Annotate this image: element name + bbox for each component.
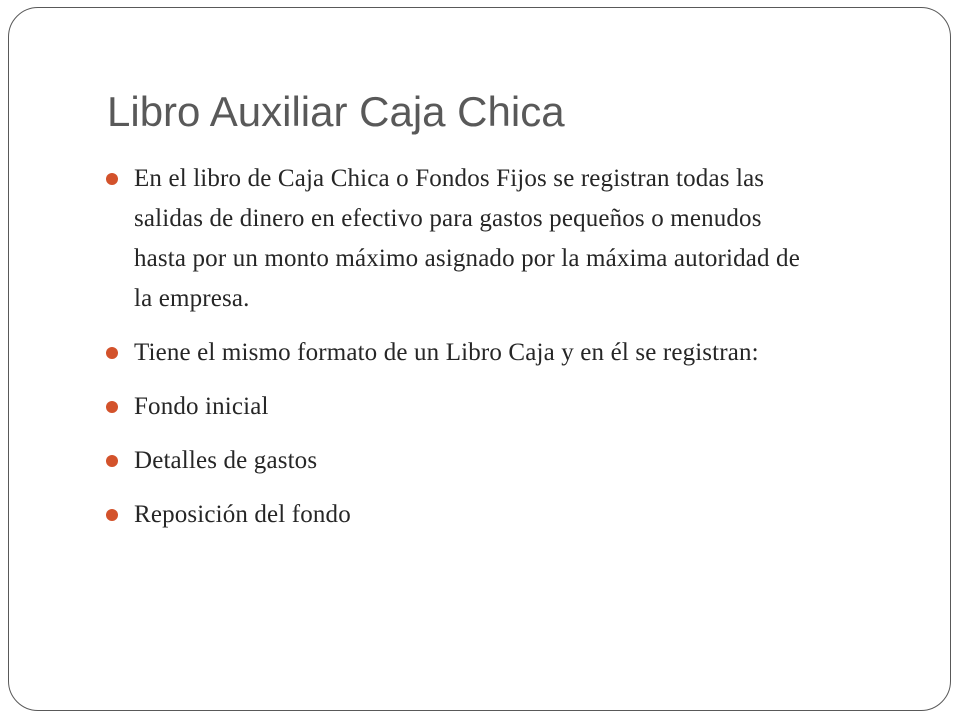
- bullet-list: [106, 159, 816, 549]
- bullet-dot-icon: [106, 509, 118, 521]
- slide-title: Libro Auxiliar Caja Chica: [107, 88, 565, 135]
- bullet-dot-icon: [106, 347, 118, 359]
- bullet-text: Detalles de gastos: [134, 447, 318, 474]
- bullet-item: [106, 159, 816, 319]
- bullet-item: [106, 495, 816, 535]
- bullet-text: En el libro de Caja Chica o Fondos Fijos se registran todas las salidas de dinero en efectivo para gastos pequeños o menudos hasta por un monto máximo asignado por la máxima autoridad de la empresa.: [134, 165, 800, 312]
- bullet-text: Fondo inicial: [134, 393, 269, 420]
- bullet-text: Reposición del fondo: [134, 501, 351, 528]
- bullet-text: Tiene el mismo formato de un Libro Caja y en él se registran:: [134, 339, 759, 366]
- bullet-item: [106, 387, 816, 427]
- bullet-item: [106, 333, 816, 373]
- bullet-dot-icon: [106, 455, 118, 467]
- bullet-dot-icon: [106, 173, 118, 185]
- bullet-dot-icon: [106, 401, 118, 413]
- bullet-item: [106, 441, 816, 481]
